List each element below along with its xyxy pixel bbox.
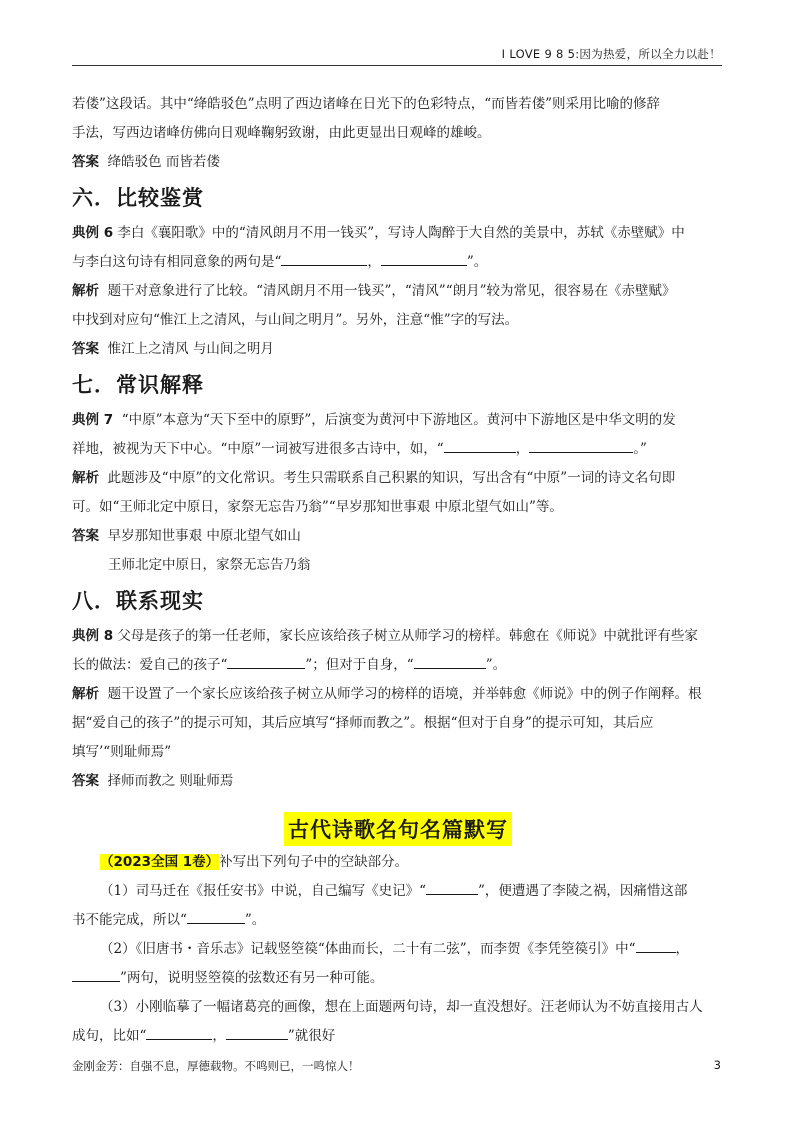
question-1-line-2 <box>72 906 724 935</box>
page-number: 3 <box>713 1058 721 1072</box>
analysis-8-line-1 <box>72 680 724 709</box>
header-divider <box>72 65 722 66</box>
answer-8 <box>72 767 724 796</box>
question-text: ”就很好 <box>287 1028 336 1044</box>
answer-label: 答案 <box>72 154 99 170</box>
question-text: （2）《旧唐书・音乐志》记载竖箜篌“体曲而长，二十有二弦”，而李贺《李凭箜篌引》中“ <box>100 941 636 957</box>
answer-text: 绛皓驳色 而皆若偻 <box>107 154 220 170</box>
answer-7-line-1 <box>72 522 724 551</box>
example-8-line-2 <box>72 651 724 680</box>
example-text: 。” <box>633 441 647 457</box>
question-2-line-1 <box>72 935 724 964</box>
answer-blank[interactable] <box>226 1025 288 1040</box>
analysis-label: 解析 <box>72 686 99 702</box>
answer-text: 惟江上之清风 与山间之明月 <box>107 341 274 357</box>
example-label: 典例 7 <box>72 412 114 428</box>
example-text: ， <box>367 254 381 270</box>
question-text: （1）司马迁在《报任安书》中说，自己编写《史记》“ <box>100 883 426 899</box>
answer-blank[interactable] <box>146 1025 212 1040</box>
section-heading-6: 六．比较鉴赏 <box>72 186 204 210</box>
recitation-title: 古代诗歌名句名篇默写 <box>284 812 512 846</box>
analysis-text: 此题涉及“中原”的文化常识。考生只需联系自己积累的知识，写出含有“中原”一词的诗文名句即 <box>107 470 676 486</box>
example-label: 典例 8 <box>72 628 114 644</box>
example-label: 典例 6 <box>72 225 114 241</box>
answer-blank[interactable] <box>227 654 305 669</box>
answer-blank[interactable] <box>187 909 245 924</box>
example-text: 长的做法：爱自己的孩子“ <box>72 657 228 673</box>
example-text: ”。 <box>466 254 488 270</box>
analysis-text: 题干对意象进行了比较。“清风朗月不用一钱买”，“清风”“朗月”较为常见，很容易在《赤壁赋》 <box>107 283 676 299</box>
instruction-text: 补写出下列句子中的空缺部分。 <box>219 854 409 870</box>
analysis-8-line-2: 据“爱自己的孩子”的提示可知，其后应填写“择师而教之”。根据“但对于自身”的提示可知，其后应 <box>72 715 654 731</box>
intro-line-2: 手法，写西边诸峰仿佛向日观峰鞠躬致谢，由此更显出日观峰的雄峻。 <box>72 125 491 141</box>
analysis-6-line-1 <box>72 277 724 306</box>
question-text: ， <box>212 1028 226 1044</box>
analysis-7-line-2: 可。如“王师北定中原日，家祭无忘告乃翁”“早岁那知世事艰 中原北望气如山”等。 <box>72 499 563 515</box>
answer-label: 答案 <box>72 528 99 544</box>
example-text: ”；但对于自身，“ <box>305 657 414 673</box>
example-text: 父母是孩子的第一任老师，家长应该给孩子树立从师学习的榜样。韩愈在《师说》中就批评有些家 <box>117 628 698 644</box>
question-text: ”，便遭遇了李陵之祸，因痛惜这部 <box>478 883 688 899</box>
page-header: I LOVE 9 8 5:因为热爱，所以全力以赴！ <box>501 47 721 61</box>
source-tag: （2023全国 1卷） <box>100 854 220 870</box>
answer-blank[interactable] <box>414 654 486 669</box>
footer-motto: 金刚金芳：自强不息，厚德载物。不鸣则已，一鸣惊人！ <box>72 1059 360 1073</box>
answer-blank[interactable] <box>72 967 120 982</box>
example-text: ”。 <box>485 657 507 673</box>
example-8-line-1 <box>72 622 724 651</box>
intro-answer <box>72 148 724 177</box>
answer-blank[interactable] <box>281 251 367 266</box>
answer-blank[interactable] <box>636 938 676 953</box>
analysis-8-line-3: 填写’“则耻师焉” <box>72 744 172 760</box>
recitation-title-wrap <box>72 812 724 846</box>
example-7-line-2 <box>72 435 724 464</box>
section-heading-7: 七．常识解释 <box>72 373 204 397</box>
question-3-line-1: （3）小刚临摹了一幅诸葛亮的画像，想在上面题两句诗，却一直没想好。汪老师认为不妨直接用古人 <box>100 999 703 1015</box>
example-text: ， <box>515 441 530 457</box>
answer-label: 答案 <box>72 341 99 357</box>
recitation-instruction <box>72 848 724 877</box>
intro-line-1: 若偻”这段话。其中“绛皓驳色”点明了西边诸峰在日光下的色彩特点，“而皆若偻”则采用比喻的修辞 <box>72 96 661 112</box>
answer-blank[interactable] <box>426 880 478 895</box>
section-heading-8: 八．联系现实 <box>72 589 204 613</box>
analysis-6-line-2: 中找到对应句“惟江上之清风，与山间之明月”。另外，注意“惟”字的写法。 <box>72 312 519 328</box>
question-2-line-2 <box>72 964 724 993</box>
answer-7-line-2: 王师北定中原日，家祭无忘告乃翁 <box>108 557 311 573</box>
example-text: 祥地，被视为天下中心。“中原”一词被写进很多古诗中，如，“ <box>72 441 444 457</box>
answer-blank[interactable] <box>529 438 633 453</box>
question-1-line-1 <box>72 877 724 906</box>
answer-blank[interactable] <box>444 438 516 453</box>
question-text: 成句，比如“ <box>72 1028 147 1044</box>
answer-6 <box>72 335 724 364</box>
answer-blank[interactable] <box>381 251 467 266</box>
answer-text: 择师而教之 则耻师焉 <box>107 773 234 789</box>
example-text: 李白《襄阳歌》中的“清风朗月不用一钱买”，写诗人陶醉于大自然的美景中，苏轼《赤壁赋》中 <box>117 225 685 241</box>
question-text: ”。 <box>244 912 266 928</box>
analysis-text: 题干设置了一个家长应该给孩子树立从师学习的榜样的语境，并举韩愈《师说》中的例子作阐释。根 <box>107 686 702 702</box>
example-6-line-1 <box>72 219 724 248</box>
question-3-line-2 <box>72 1022 724 1051</box>
example-text: “中原”本意为“天下至中的原野”，后演变为黄河中下游地区。黄河中下游地区是中华文明的发 <box>121 412 676 428</box>
analysis-7-line-1 <box>72 464 724 493</box>
example-text: 与李白这句诗有相同意象的两句是“ <box>72 254 282 270</box>
answer-text: 早岁那知世事艰 中原北望气如山 <box>107 528 301 544</box>
answer-label: 答案 <box>72 773 99 789</box>
example-6-line-2 <box>72 248 724 277</box>
example-7-line-1 <box>72 406 724 435</box>
question-text: ， <box>675 941 690 957</box>
page-content <box>72 90 724 1051</box>
question-text: 书不能完成，所以“ <box>72 912 187 928</box>
question-text: ”两句，说明竖箜篌的弦数还有另一种可能。 <box>120 970 384 986</box>
analysis-label: 解析 <box>72 470 99 486</box>
analysis-label: 解析 <box>72 283 99 299</box>
